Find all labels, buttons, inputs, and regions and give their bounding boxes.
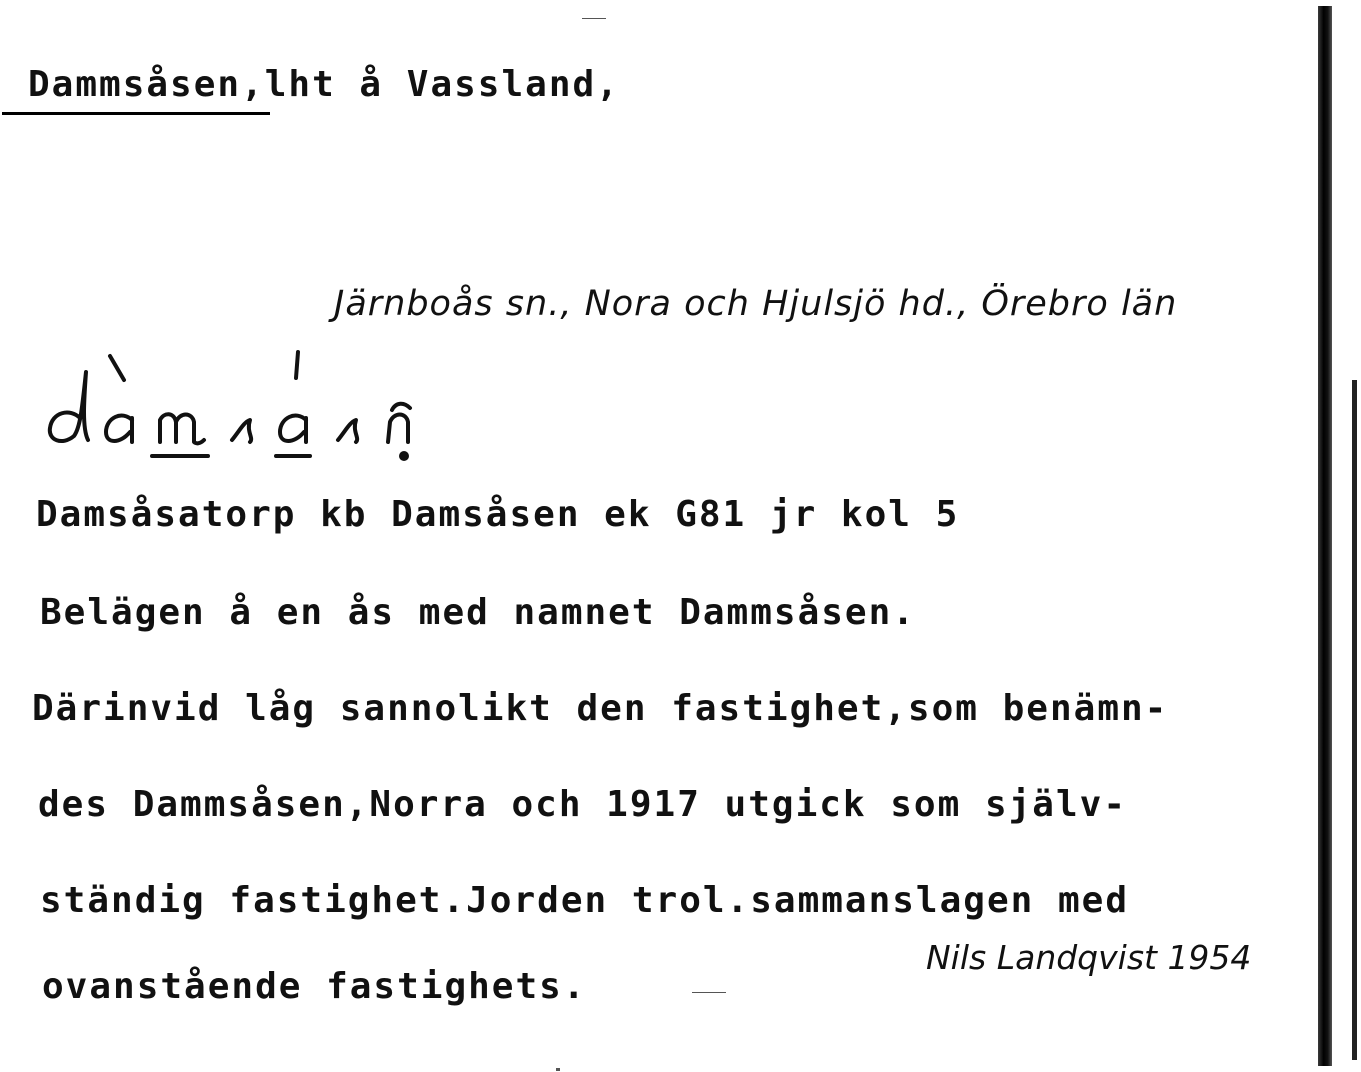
card-edge-shadow xyxy=(1318,6,1332,1066)
scan-speck xyxy=(556,1068,560,1071)
body-line-3: Därinvid låg sannolikt den fastighet,som benämn- xyxy=(32,688,1169,729)
body-line-5: ständig fastighet.Jorden trol.sammanslagen med xyxy=(40,880,1129,921)
scan-speck xyxy=(582,18,606,19)
body-line-6: ovanstående fastighets. xyxy=(42,966,587,1007)
body-line-1: Damsåsatorp kb Damsåsen ek G81 jr kol 5 xyxy=(36,494,960,535)
body-line-4: des Dammsåsen,Norra och 1917 utgick som själv- xyxy=(38,784,1127,825)
parish-line: Järnboås sn., Nora och Hjulsjö hd., Örebro län xyxy=(334,284,1178,324)
body-line-2: Belägen å en ås med namnet Dammsåsen. xyxy=(40,592,916,633)
phonetic-transcription xyxy=(40,340,470,470)
place-heading: Dammsåsen,lht å Vassland, xyxy=(28,64,620,105)
scan-speck xyxy=(692,992,726,993)
heading-underline xyxy=(2,112,270,115)
signature: Nils Landqvist 1954 xyxy=(926,938,1252,977)
card-edge-line xyxy=(1352,380,1357,1060)
